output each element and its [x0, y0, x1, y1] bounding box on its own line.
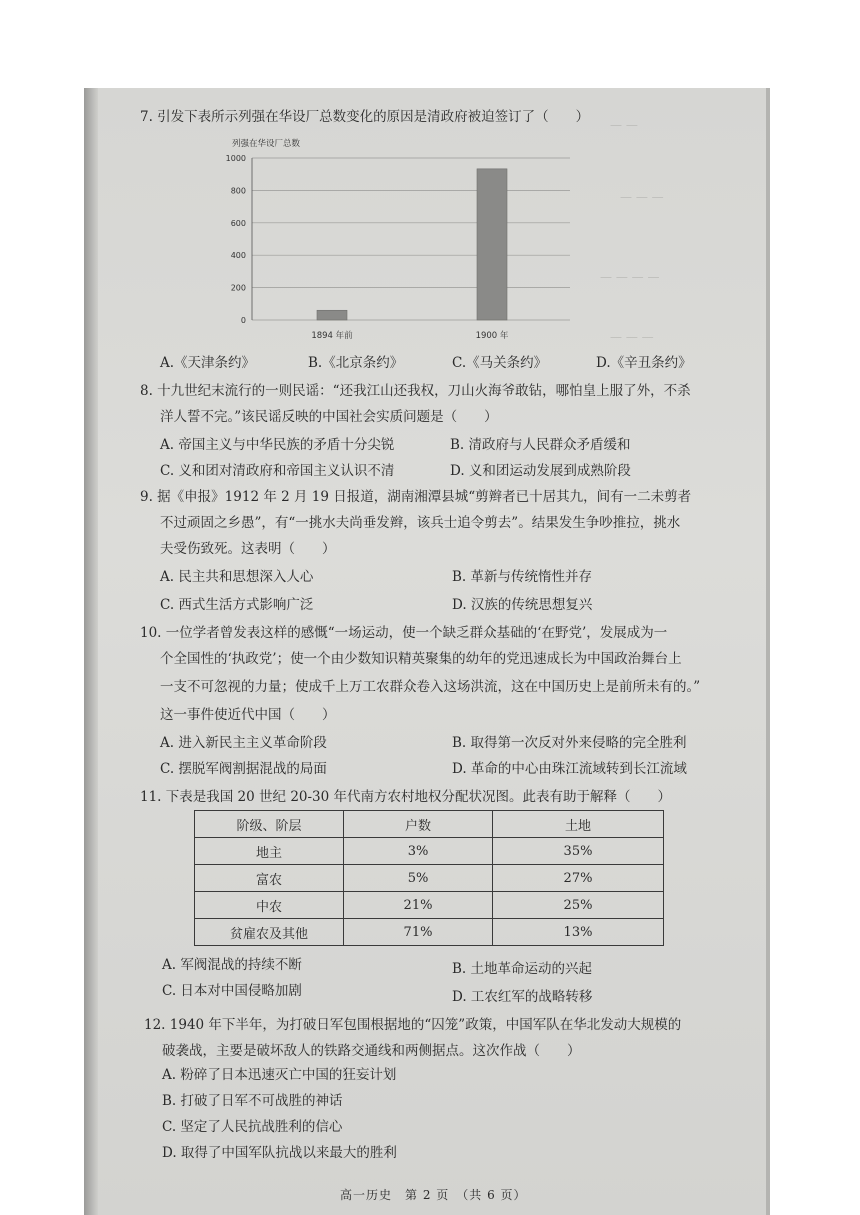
paper-left-edge [84, 88, 98, 1215]
q8-option-a: A. 帝国主义与中华民族的矛盾十分尖锐 [160, 437, 395, 453]
table-cell: 贫雇农及其他 [195, 919, 344, 946]
table-cell: 13% [493, 919, 664, 946]
q12-option-d: D. 取得了中国军队抗战以来最大的胜利 [162, 1145, 397, 1161]
table-row [195, 892, 664, 919]
q9-stem-line1: 9. 据《申报》1912 年 2 月 19 日报道，湖南湘潭县城“剪辫者已十居其九，间有一二未剪者 [140, 489, 692, 505]
table-row [195, 919, 664, 946]
chart-bar [317, 310, 347, 320]
q9-stem-line2: 不过顽固之乡愚”，有“一挑水夫尚垂发辫，该兵士追令剪去”。结果发生争吵推拉，挑水 [160, 515, 681, 531]
q10-stem-line4: 这一事件使近代中国（ ） [160, 707, 336, 723]
page-footer: 高一历史 第 2 页 （共 6 页） [340, 1188, 527, 1202]
q8-stem-line1: 8. 十九世纪末流行的一则民谣：“还我江山还我权，刀山火海爷敢钻，哪怕皇上服了外，不杀 [140, 383, 691, 399]
q7-option-a: A.《天津条约》 [160, 355, 256, 371]
table-header-cell: 土地 [493, 811, 664, 838]
q10-option-c: C. 摆脱军阀割据混战的局面 [160, 761, 327, 777]
q10-stem-line2: 个全国性的‘执政党’；使一个由少数知识精英聚集的幼年的党迅速成长为中国政治舞台上 [160, 651, 682, 667]
table-header-row [195, 811, 664, 838]
q12-option-a: A. 粉碎了日本迅速灭亡中国的狂妄计划 [162, 1067, 397, 1083]
chart-gridlines [252, 158, 570, 320]
q9-option-d: D. 汉族的传统思想复兴 [452, 597, 593, 613]
table-cell: 25% [493, 892, 664, 919]
q10-option-d: D. 革命的中心由珠江流域转到长江流域 [452, 761, 687, 777]
chart-y-tick-label: 200 [230, 283, 246, 293]
table-header-cell: 户数 [344, 811, 493, 838]
q7-option-d: D.《辛丑条约》 [596, 355, 692, 371]
land-distribution-table [194, 810, 664, 946]
table-cell: 3% [344, 838, 493, 865]
q7-bar-chart [140, 136, 580, 348]
q12-stem-line1: 12. 1940 年下半年，为打破日军包围根据地的“囚笼”政策，中国军队在华北发动大规模的 [144, 1017, 682, 1033]
chart-y-tick-label: 400 [230, 251, 246, 261]
q11-option-c: C. 日本对中国侵略加剧 [162, 983, 302, 999]
q12-stem-line2: 破袭战，主要是破坏敌人的铁路交通线和两侧据点。这次作战（ ） [162, 1043, 581, 1059]
chart-x-label: 1894 年前 [311, 331, 353, 341]
table-cell: 27% [493, 865, 664, 892]
chart-y-tick-label: 800 [230, 186, 246, 196]
table-cell: 71% [344, 919, 493, 946]
table-row [195, 838, 664, 865]
q11-option-b: B. 土地革命运动的兴起 [452, 961, 593, 977]
chart-y-tick-label: 1000 [225, 154, 246, 163]
table-row [195, 865, 664, 892]
table-cell: 富农 [195, 865, 344, 892]
q10-option-a: A. 进入新民主主义革命阶段 [160, 735, 327, 751]
chart-x-label: 1900 年 [475, 331, 509, 341]
q12-option-b: B. 打破了日军不可战胜的神话 [162, 1093, 343, 1109]
q9-option-c: C. 西式生活方式影响广泛 [160, 597, 314, 613]
q7-option-b: B.《北京条约》 [308, 355, 404, 371]
paper-right-edge [766, 88, 770, 1215]
q8-option-d: D. 义和团运动发展到成熟阶段 [450, 463, 631, 479]
q10-stem-line1: 10. 一位学者曾发表这样的感慨“一场运动，使一个缺乏群众基础的‘在野党’，发展成为一 [140, 625, 668, 641]
chart-y-tick-label: 600 [230, 218, 246, 228]
q7-stem: 7. 引发下表所示列强在华设厂总数变化的原因是清政府被迫签订了（ ） [140, 109, 590, 125]
chart-title: 列强在华设厂总数 [232, 139, 301, 149]
chart-bars [317, 169, 507, 320]
q8-option-c: C. 义和团对清政府和帝国主义认识不清 [160, 463, 395, 479]
chart-y-tick-label: 0 [240, 316, 246, 325]
q11-option-a: A. 军阀混战的持续不断 [162, 957, 302, 973]
q9-option-a: A. 民主共和思想深入人心 [160, 569, 314, 585]
q9-stem-line3: 夫受伤致死。这表明（ ） [160, 541, 336, 557]
chart-x-labels [311, 330, 509, 341]
table-cell: 35% [493, 838, 664, 865]
q11-stem: 11. 下表是我国 20 世纪 20-30 年代南方农村地权分配状况图。此表有助于解释（ ） [140, 789, 672, 805]
table-cell: 21% [344, 892, 493, 919]
table-cell: 5% [344, 865, 493, 892]
q12-option-c: C. 坚定了人民抗战胜利的信心 [162, 1119, 343, 1135]
table-cell: 中农 [195, 892, 344, 919]
q11-option-d: D. 工农红军的战略转移 [452, 989, 593, 1005]
chart-bar [477, 169, 507, 320]
q8-option-b: B. 清政府与人民群众矛盾缓和 [450, 437, 631, 453]
table-header-cell: 阶级、阶层 [195, 811, 344, 838]
q9-option-b: B. 革新与传统惰性并存 [452, 569, 593, 585]
q10-option-b: B. 取得第一次反对外来侵略的完全胜利 [452, 735, 687, 751]
q8-stem-line2: 洋人誓不完。”该民谣反映的中国社会实质问题是（ ） [160, 409, 498, 425]
q7-option-c: C.《马关条约》 [452, 355, 548, 371]
chart-y-ticks [226, 154, 246, 325]
q10-stem-line3: 一支不可忽视的力量；使成千上万工农群众卷入这场洪流，这在中国历史上是前所未有的。” [160, 679, 701, 695]
table-cell: 地主 [195, 838, 344, 865]
